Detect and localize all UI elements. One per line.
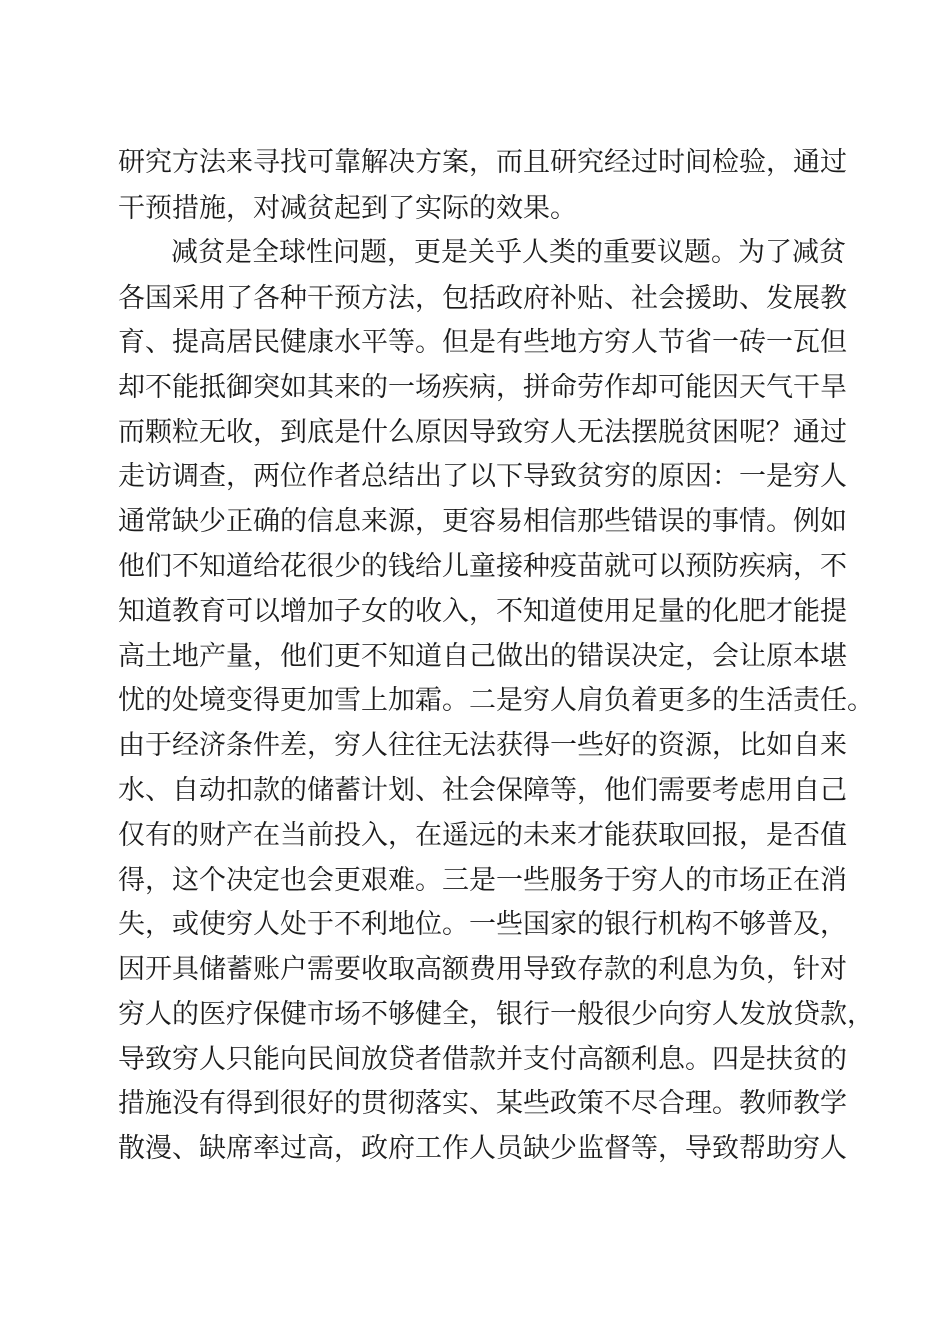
text-line: 研究方法来寻找可靠解决方案，而且研究经过时间检验，通过 bbox=[118, 147, 847, 178]
text-line: 散漫、缺席率过高，政府工作人员缺少监督等，导致帮助穷人 bbox=[118, 1133, 847, 1164]
text-line: 各国采用了各种干预方法，包括政府补贴、社会援助、发展教 bbox=[118, 283, 847, 314]
text-line: 得，这个决定也会更艰难。三是一些服务于穷人的市场正在消 bbox=[118, 865, 847, 896]
text-line: 干预措施，对减贫起到了实际的效果。 bbox=[118, 193, 577, 224]
text-line: 却不能抵御突如其来的一场疾病，拼命劳作却可能因天气干旱 bbox=[118, 372, 847, 403]
text-line: 因开具储蓄账户需要收取高额费用导致存款的利息为负，针对 bbox=[118, 954, 847, 985]
text-line: 穷人的医疗保健市场不够健全，银行一般很少向穷人发放贷款， bbox=[118, 999, 874, 1030]
text-line: 高土地产量，他们更不知道自己做出的错误决定，会让原本堪 bbox=[118, 641, 847, 672]
text-line: 措施没有得到很好的贯彻落实、某些政策不尽合理。教师教学 bbox=[118, 1088, 847, 1119]
text-line: 仅有的财产在当前投入，在遥远的未来才能获取回报，是否值 bbox=[118, 820, 847, 851]
text-line: 忧的处境变得更加雪上加霜。二是穷人肩负着更多的生活责任。 bbox=[118, 685, 874, 716]
text-line: 育、提高居民健康水平等。但是有些地方穷人节省一砖一瓦但 bbox=[118, 327, 847, 358]
text-line: 水、自动扣款的储蓄计划、社会保障等，他们需要考虑用自己 bbox=[118, 775, 847, 806]
text-line: 由于经济条件差，穷人往往无法获得一些好的资源，比如自来 bbox=[118, 730, 847, 761]
text-line: 失，或使穷人处于不利地位。一些国家的银行机构不够普及， bbox=[118, 909, 847, 940]
text-line: 他们不知道给花很少的钱给儿童接种疫苗就可以预防疾病，不 bbox=[118, 551, 847, 582]
text-line: 走访调查，两位作者总结出了以下导致贫穷的原因：一是穷人 bbox=[118, 461, 847, 492]
text-line: 导致穷人只能向民间放贷者借款并支付高额利息。四是扶贫的 bbox=[118, 1044, 847, 1075]
text-line: 减贫是全球性问题，更是关乎人类的重要议题。为了减贫 bbox=[171, 237, 846, 268]
text-line: 通常缺少正确的信息来源，更容易相信那些错误的事情。例如 bbox=[118, 506, 847, 537]
text-line: 知道教育可以增加子女的收入，不知道使用足量的化肥才能提 bbox=[118, 596, 847, 627]
text-line: 而颗粒无收，到底是什么原因导致穷人无法摆脱贫困呢？通过 bbox=[118, 417, 847, 448]
